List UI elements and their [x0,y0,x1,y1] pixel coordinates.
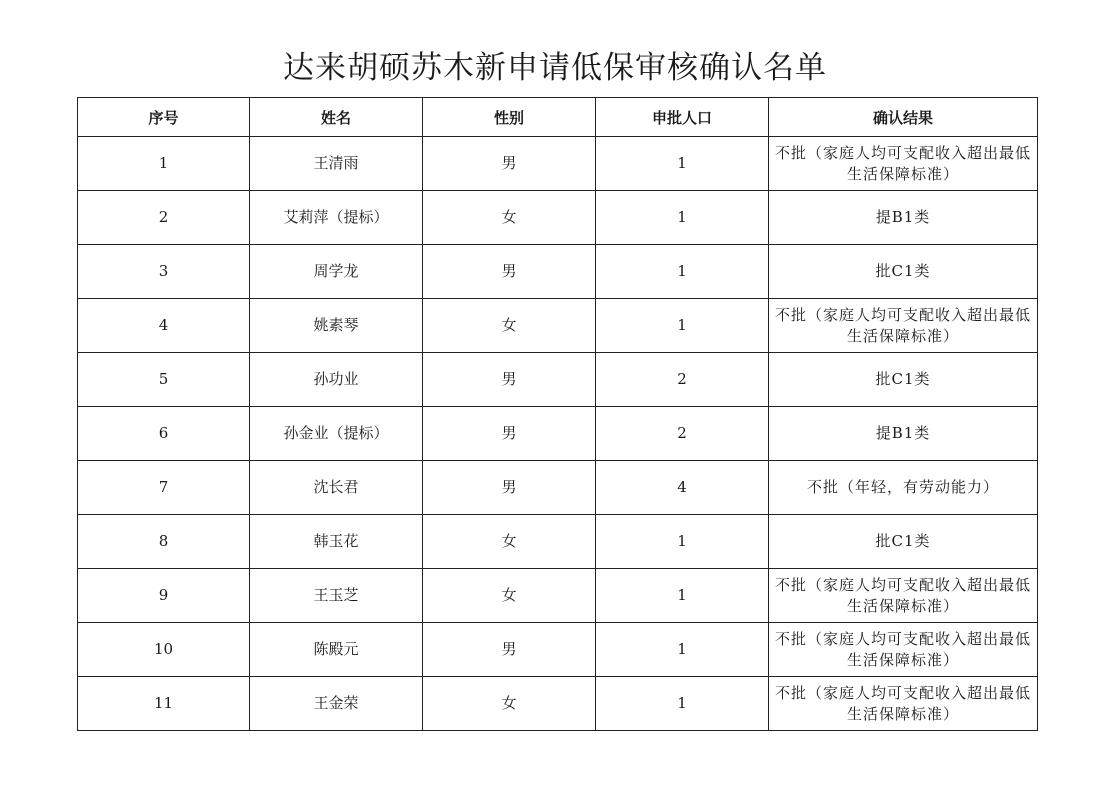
cell-gender: 男 [423,137,596,191]
table-header-row [78,98,1038,137]
cell-serial-number: 10 [78,623,250,677]
cell-result: 不批（家庭人均可支配收入超出最低生活保障标准） [769,137,1038,191]
cell-gender: 男 [423,353,596,407]
cell-name: 周学龙 [250,245,423,299]
cell-household-count: 1 [596,299,769,353]
cell-household-count: 1 [596,677,769,731]
cell-serial-number: 1 [78,137,250,191]
cell-name: 王金荣 [250,677,423,731]
table-row [78,515,1038,569]
header-result: 确认结果 [769,98,1038,137]
cell-name: 王清雨 [250,137,423,191]
table-row [78,407,1038,461]
table-row [78,245,1038,299]
table-row [78,299,1038,353]
table-row [78,461,1038,515]
cell-name: 艾莉萍（提标） [250,191,423,245]
cell-serial-number: 2 [78,191,250,245]
cell-serial-number: 6 [78,407,250,461]
cell-result: 不批（家庭人均可支配收入超出最低生活保障标准） [769,623,1038,677]
cell-result: 不批（家庭人均可支配收入超出最低生活保障标准） [769,569,1038,623]
cell-result: 不批（家庭人均可支配收入超出最低生活保障标准） [769,677,1038,731]
cell-gender: 男 [423,623,596,677]
table-row [78,677,1038,731]
table-row [78,623,1038,677]
table-row [78,569,1038,623]
cell-name: 姚素琴 [250,299,423,353]
cell-gender: 女 [423,569,596,623]
cell-gender: 女 [423,299,596,353]
cell-serial-number: 8 [78,515,250,569]
cell-serial-number: 3 [78,245,250,299]
header-name: 姓名 [250,98,423,137]
cell-household-count: 1 [596,623,769,677]
cell-household-count: 4 [596,461,769,515]
cell-name: 韩玉花 [250,515,423,569]
cell-serial-number: 9 [78,569,250,623]
cell-serial-number: 4 [78,299,250,353]
cell-name: 王玉芝 [250,569,423,623]
cell-household-count: 2 [596,353,769,407]
approval-roster-table [77,97,1038,731]
cell-serial-number: 5 [78,353,250,407]
cell-household-count: 1 [596,245,769,299]
header-serial-number: 序号 [78,98,250,137]
cell-result: 不批（家庭人均可支配收入超出最低生活保障标准） [769,299,1038,353]
cell-household-count: 1 [596,569,769,623]
header-household-count: 申批人口 [596,98,769,137]
cell-name: 孙金业（提标） [250,407,423,461]
cell-gender: 男 [423,245,596,299]
cell-result: 批C1类 [769,353,1038,407]
cell-gender: 女 [423,677,596,731]
cell-result: 不批（年轻，有劳动能力） [769,461,1038,515]
cell-gender: 男 [423,407,596,461]
cell-result: 提B1类 [769,407,1038,461]
cell-result: 提B1类 [769,191,1038,245]
cell-serial-number: 7 [78,461,250,515]
table-row [78,353,1038,407]
cell-name: 孙功业 [250,353,423,407]
cell-household-count: 1 [596,137,769,191]
cell-result: 批C1类 [769,245,1038,299]
cell-gender: 男 [423,461,596,515]
cell-serial-number: 11 [78,677,250,731]
cell-result: 批C1类 [769,515,1038,569]
document-title: 达来胡硕苏木新申请低保审核确认名单 [283,50,827,86]
cell-household-count: 1 [596,191,769,245]
cell-household-count: 2 [596,407,769,461]
cell-name: 沈长君 [250,461,423,515]
cell-household-count: 1 [596,515,769,569]
cell-gender: 女 [423,515,596,569]
table-row [78,191,1038,245]
cell-name: 陈殿元 [250,623,423,677]
table-row [78,137,1038,191]
cell-gender: 女 [423,191,596,245]
header-gender: 性别 [423,98,596,137]
